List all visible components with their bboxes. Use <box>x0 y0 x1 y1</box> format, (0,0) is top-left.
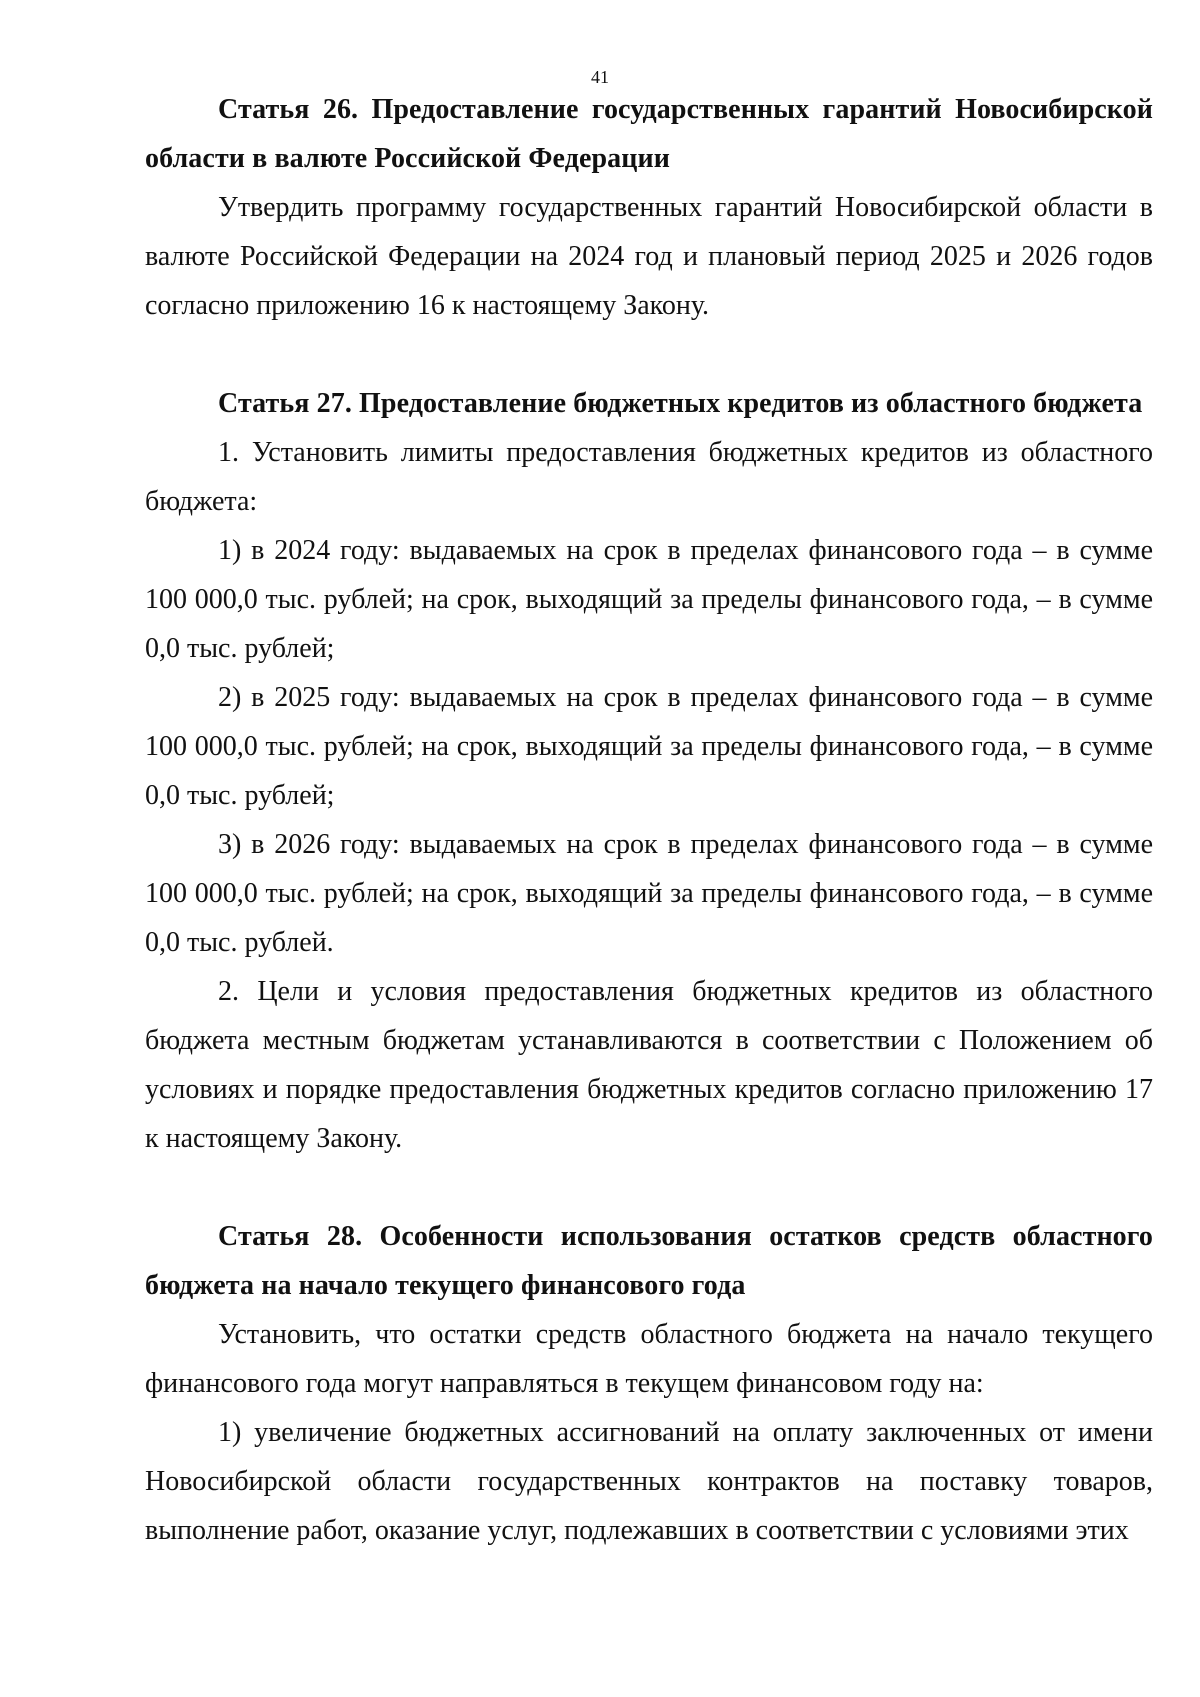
paragraph: 2. Цели и условия предоставления бюджетных кредитов из областного бюджета местным бюджетам устанавливаются в соответствии с Положением об условиях и порядке предоставления бюджетных кредитов согласно приложению 17 к настоящему Закону. <box>145 976 1153 1154</box>
article-heading: Статья 28. Особенности использования остатков средств областного бюджета на начало текущего финансового года <box>145 1221 1153 1301</box>
page-number: 41 <box>591 67 609 87</box>
article-26 <box>145 85 1153 330</box>
section-spacer <box>145 330 1153 379</box>
paragraph: Установить, что остатки средств областного бюджета на начало текущего финансового года могут направляться в текущем финансовом году на: <box>145 1319 1153 1399</box>
paragraph: 1. Установить лимиты предоставления бюджетных кредитов из областного бюджета: <box>145 437 1153 517</box>
paragraph: Утвердить программу государственных гарантий Новосибирской области в валюте Российской Федерации на 2024 год и плановый период 2025 и 2026 годов согласно приложению 16 к настоящему Закону. <box>145 192 1153 321</box>
section-spacer <box>145 1163 1153 1212</box>
paragraph: 2) в 2025 году: выдаваемых на срок в пределах финансового года – в сумме 100 000,0 тыс. рублей; на срок, выходящий за пределы финансового года, – в сумме 0,0 тыс. рублей; <box>145 682 1153 811</box>
article-27 <box>145 379 1153 1163</box>
paragraph: 1) увеличение бюджетных ассигнований на оплату заключенных от имени Новосибирской области государственных контрактов на поставку товаров, выполнение работ, оказание услуг, подлежавших в соответствии с условиями этих <box>145 1417 1153 1546</box>
article-heading: Статья 26. Предоставление государственных гарантий Новосибирской области в валюте Российской Федерации <box>145 94 1153 174</box>
article-heading: Статья 27. Предоставление бюджетных кредитов из областного бюджета <box>218 388 1143 419</box>
document-body <box>145 85 1153 1555</box>
article-28 <box>145 1212 1153 1555</box>
paragraph: 1) в 2024 году: выдаваемых на срок в пределах финансового года – в сумме 100 000,0 тыс. рублей; на срок, выходящий за пределы финансового года, – в сумме 0,0 тыс. рублей; <box>145 535 1153 664</box>
paragraph: 3) в 2026 году: выдаваемых на срок в пределах финансового года – в сумме 100 000,0 тыс. рублей; на срок, выходящий за пределы финансового года, – в сумме 0,0 тыс. рублей. <box>145 829 1153 958</box>
